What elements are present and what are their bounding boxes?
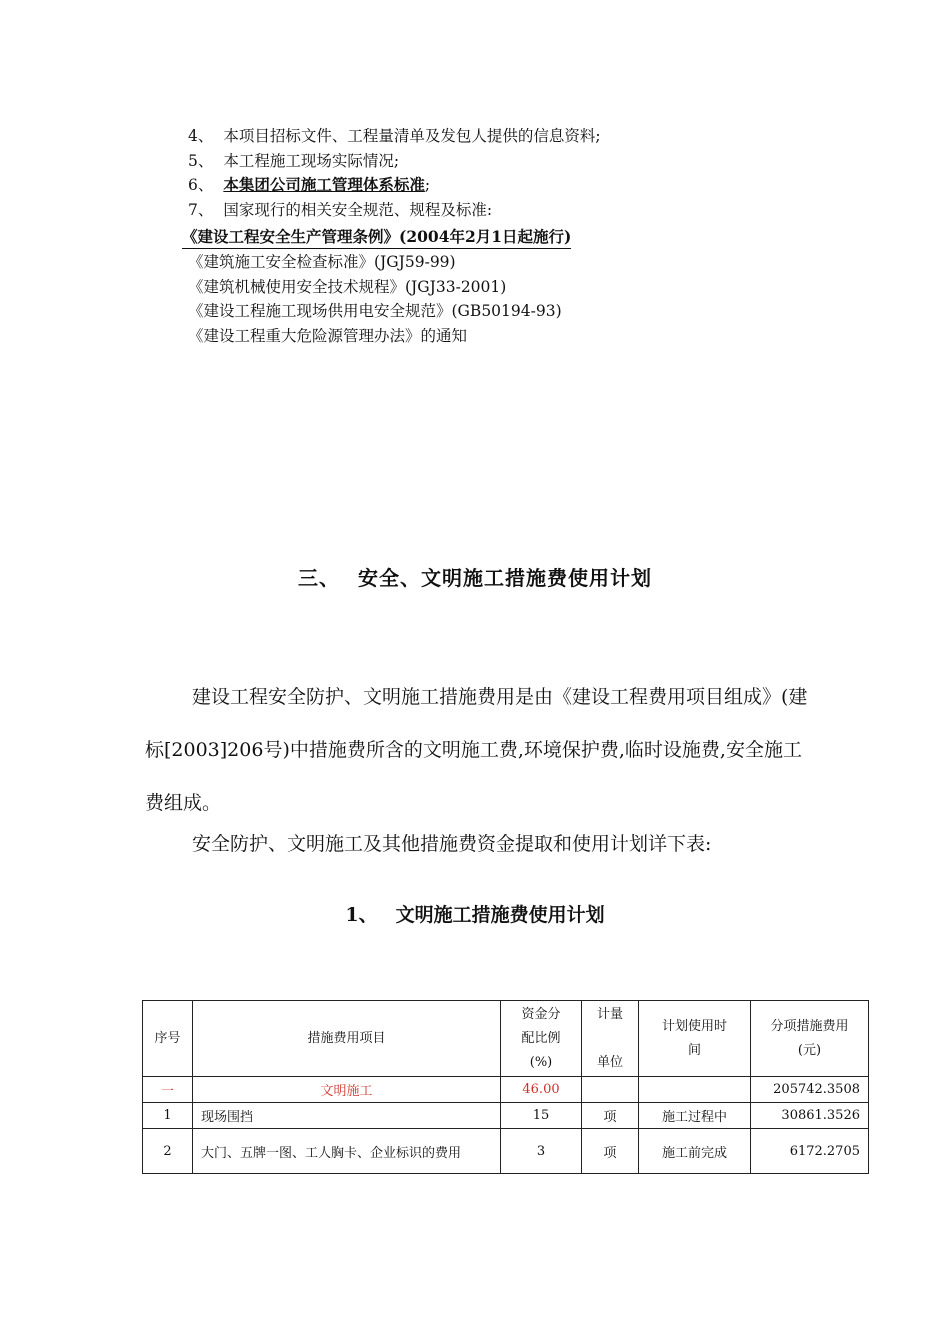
paragraph-cost-composition: 建设工程安全防护、文明施工措施费用是由《建设工程费用项目组成》(建标[2003]206号)中措施费所含的文明施工费,环境保护费,临时设施费,安全施工费组成。: [145, 686, 808, 814]
header-unit: 计量 单位: [582, 1001, 639, 1077]
paragraph-plan-intro: 安全防护、文明施工及其他措施费资金提取和使用计划详下表:: [192, 833, 712, 855]
list-item: 4、 本项目招标文件、工程量清单及发包人提供的信息资料;: [188, 127, 601, 145]
regulation-item: 《建筑机械使用安全技术规程》(JGJ33-2001): [188, 277, 507, 296]
list-item: 7、 国家现行的相关安全规范、规程及标准:: [188, 200, 493, 219]
section-heading: [0, 562, 950, 591]
section-title: 安全、文明施工措施费使用计划: [358, 566, 652, 590]
header-cost: 分项措施费用 (元): [751, 1001, 869, 1077]
subsection-title: 文明施工措施费使用计划: [395, 904, 605, 926]
section-number: 三、: [298, 566, 340, 590]
list-item: 6、 本集团公司施工管理体系标准;: [188, 175, 431, 194]
table-header-row: [143, 1001, 869, 1077]
list-item: 5、 本工程施工现场实际情况;: [188, 151, 400, 170]
cost-plan-table: [142, 1000, 869, 1174]
regulation-item: 《建设工程重大危险源管理办法》的通知: [188, 326, 468, 345]
table-row: 1 现场围挡 15 项 施工过程中 30861.3526: [143, 1103, 869, 1129]
regulation-item: 《建设工程施工现场供用电安全规范》(GB50194-93): [188, 302, 562, 320]
subsection-number: 1、: [345, 904, 378, 926]
table-row: 一 文明施工 46.00 205742.3508: [143, 1077, 869, 1103]
subsection-heading: [0, 900, 950, 927]
regulation-highlight: 《建设工程安全生产管理条例》(2004年2月1日起施行): [182, 225, 571, 249]
regulation-list: [188, 250, 562, 348]
header-ratio: 资金分 配比例 (%): [501, 1001, 582, 1077]
basis-list: [188, 124, 601, 222]
regulation-item: 《建筑施工安全检查标准》(JGJ59-99): [188, 253, 456, 271]
header-item: 措施费用项目: [193, 1001, 501, 1077]
table-row: 2 大门、五牌一图、工人胸卡、企业标识的费用 3 项 施工前完成 6172.2705: [143, 1129, 869, 1174]
header-seq: 序号: [143, 1001, 193, 1077]
header-time: 计划使用时 间: [639, 1001, 751, 1077]
